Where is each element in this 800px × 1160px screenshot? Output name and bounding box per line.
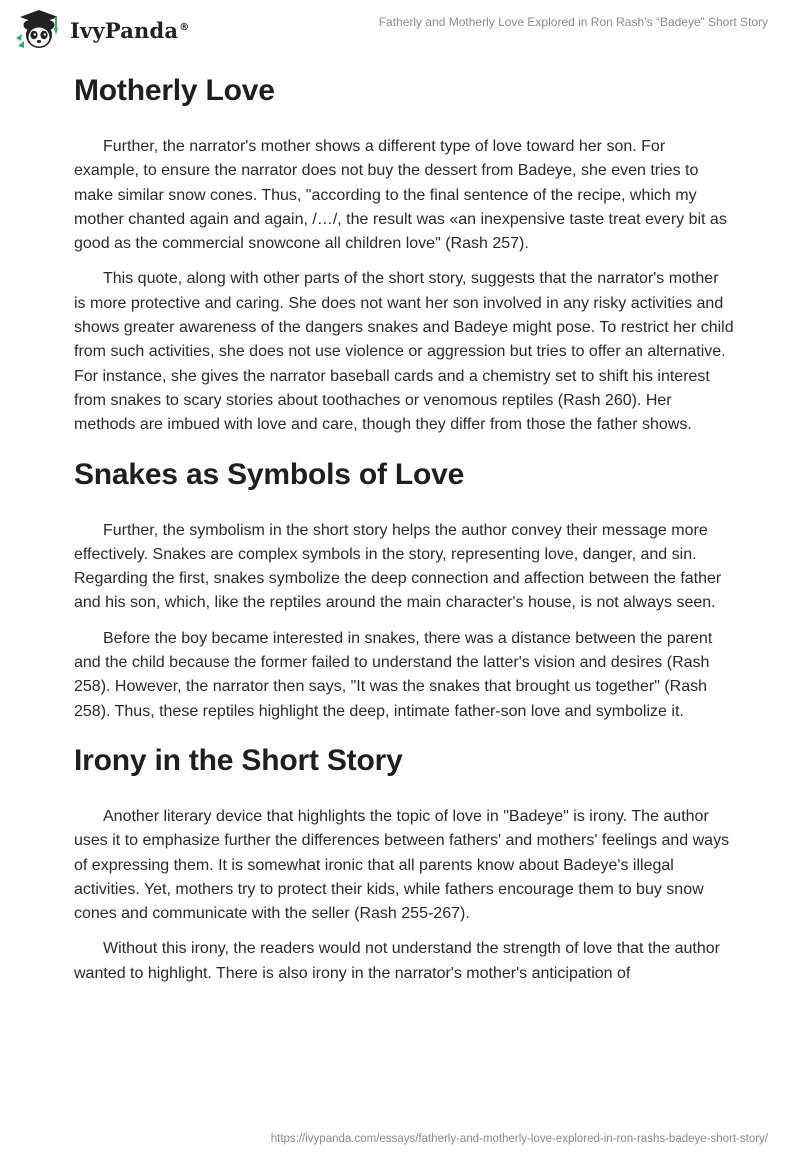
paragraph: Before the boy became interested in snakes, there was a distance between the parent and the child because the former failed to understand the latter's vision and desires (Rash 258). However, the narrator then says, "It was the snakes that brought us together" (Rash 258). Thus, these reptiles highlight the deep, intimate father-son love and symbolize it.	[74, 629, 713, 720]
source-url-link[interactable]: https://ivypanda.com/essays/fatherly-and-motherly-love-explored-in-ron-rashs-badeye-short-story/	[270, 1133, 768, 1145]
brand-label: IvyPanda	[70, 17, 179, 43]
section-heading-irony: Irony in the Short Story	[74, 743, 403, 777]
article-body	[74, 70, 734, 986]
panda-graduate-logo-icon	[14, 8, 64, 50]
paragraph: This quote, along with other parts of the short story, suggests that the narrator's mother is more protective and caring. She does not want her son involved in any risky activities and shows greater awareness of the dangers snakes and Badeye might pose. To restrict her child from such activities, she does not use violence or aggression but tries to offer an alternative. For instance, she gives the narrator baseball cards and a chemistry set to shift his interest from snakes to scary stories about toothaches or venomous reptiles (Rash 260). Her methods are imbued with love and care, though they differ from those the father shows.	[74, 270, 734, 434]
document-title: Fatherly and Motherly Love Explored in Ron Rash’s “Badeye” Short Story	[378, 15, 768, 29]
paragraph: Without this irony, the readers would not understand the strength of love that the author wanted to highlight. There is also irony in the narrator's mother's anticipation of	[74, 940, 720, 982]
paragraph: Another literary device that highlights the topic of love in "Badeye" is irony. The author uses it to emphasize further the differences between fathers' and mothers' feelings and ways of expressing them. It is somewhat ironic that all parents know about Badeye's illegal activities. Yet, mothers try to protect their kids, while fathers encourage them to buy snow cones and communicate with the seller (Rash 255-267).	[74, 807, 730, 923]
paragraph: Further, the narrator's mother shows a different type of love toward her son. For example, to ensure the narrator does not buy the dessert from Badeye, she even tries to make similar snow cones. Thus, "according to the final sentence of the recipe, which my mother chanted again and again, /…/, the result was «an inexpensive taste treat every bit as good as the commercial snowcone all children love" (Rash 257).	[74, 138, 727, 253]
registered-mark: ®	[179, 21, 190, 33]
ivypanda-logo[interactable]	[14, 8, 189, 50]
brand-name	[70, 18, 189, 43]
page-header	[0, 0, 800, 60]
section-heading-snakes-as-symbols: Snakes as Symbols of Love	[74, 457, 465, 491]
section-heading-motherly-love: Motherly Love	[74, 74, 275, 107]
paragraph: Further, the symbolism in the short story helps the author convey their message more effectively. Snakes are complex symbols in the story, representing love, danger, and sin. Regarding the first, snakes symbolize the deep connection and affection between the father and his son, which, like the reptiles around the main character's house, is not always seen.	[74, 521, 722, 612]
